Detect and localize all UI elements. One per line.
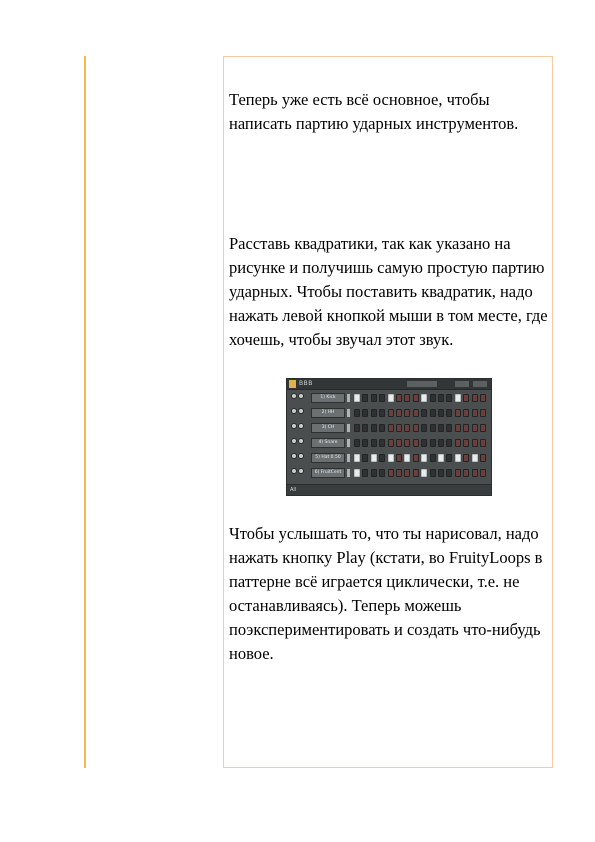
- step-button[interactable]: [404, 469, 410, 477]
- step-button[interactable]: [379, 409, 385, 417]
- step-button[interactable]: [421, 409, 427, 417]
- channel-row: [287, 467, 492, 481]
- step-button[interactable]: [379, 394, 385, 402]
- step-button[interactable]: [388, 424, 394, 432]
- step-button[interactable]: [379, 424, 385, 432]
- step-button[interactable]: [463, 469, 469, 477]
- step-button[interactable]: [388, 454, 394, 462]
- step-button[interactable]: [362, 409, 368, 417]
- step-button[interactable]: [404, 394, 410, 402]
- channel-button[interactable]: 5) Hat 0.50: [311, 453, 345, 463]
- step-button[interactable]: [354, 409, 360, 417]
- step-button[interactable]: [446, 424, 452, 432]
- paragraph-play: Чтобы услышать то, что ты нарисовал, надо нажать кнопку Play (кстати, во FruityLoops в паттерне всё играется циклически, т.е. не останавливаясь). Теперь можешь поэкспериментировать и создать что-нибудь новое.: [229, 524, 543, 663]
- channel-select-indicator[interactable]: [347, 394, 350, 402]
- step-button[interactable]: [354, 439, 360, 447]
- step-button[interactable]: [413, 394, 419, 402]
- step-button[interactable]: [463, 439, 469, 447]
- pan-knob-icon[interactable]: [291, 423, 297, 429]
- step-button[interactable]: [396, 439, 402, 447]
- step-button[interactable]: [472, 469, 478, 477]
- paragraph-instructions: Расставь квадратики, так как указано на рисунке и получишь самую простую партию ударных. Чтобы поставить квадратик, надо нажать левой кнопкой мыши в том месте, где хочешь, чтобы звучал этот звук.: [229, 234, 548, 349]
- step-button[interactable]: [371, 409, 377, 417]
- step-button[interactable]: [463, 409, 469, 417]
- step-button[interactable]: [396, 394, 402, 402]
- step-button[interactable]: [438, 409, 444, 417]
- channel-button[interactable]: 4) Snare: [311, 438, 345, 448]
- channel-row: [287, 437, 492, 451]
- step-button[interactable]: [413, 424, 419, 432]
- step-button[interactable]: [472, 424, 478, 432]
- step-button[interactable]: [396, 469, 402, 477]
- channel-button[interactable]: 3) CH: [311, 423, 345, 433]
- channel-button[interactable]: 6) FruitCent: [311, 468, 345, 478]
- step-button[interactable]: [463, 424, 469, 432]
- step-button[interactable]: [379, 454, 385, 462]
- step-button[interactable]: [354, 394, 360, 402]
- volume-knob-icon[interactable]: [298, 468, 304, 474]
- step-button[interactable]: [371, 394, 377, 402]
- step-button[interactable]: [472, 394, 478, 402]
- step-button[interactable]: [480, 439, 486, 447]
- step-button[interactable]: [379, 439, 385, 447]
- volume-knob-icon[interactable]: [298, 393, 304, 399]
- pan-knob-icon[interactable]: [291, 438, 297, 444]
- step-button[interactable]: [480, 454, 486, 462]
- sequencer-title: BBB: [299, 380, 313, 387]
- tempo-display: [473, 381, 487, 387]
- pan-knob-icon[interactable]: [291, 453, 297, 459]
- channel-button[interactable]: 2) HH: [311, 408, 345, 418]
- step-button[interactable]: [438, 454, 444, 462]
- step-button[interactable]: [455, 469, 461, 477]
- step-button[interactable]: [404, 409, 410, 417]
- step-button[interactable]: [430, 469, 436, 477]
- step-button[interactable]: [463, 454, 469, 462]
- channel-row: [287, 422, 492, 436]
- step-button[interactable]: [362, 454, 368, 462]
- step-button[interactable]: [371, 469, 377, 477]
- step-button[interactable]: [438, 424, 444, 432]
- channel-select-indicator[interactable]: [347, 439, 350, 447]
- step-button[interactable]: [362, 394, 368, 402]
- step-button[interactable]: [354, 454, 360, 462]
- step-button[interactable]: [354, 469, 360, 477]
- step-button[interactable]: [421, 439, 427, 447]
- step-button[interactable]: [388, 394, 394, 402]
- step-button[interactable]: [404, 424, 410, 432]
- volume-knob-icon[interactable]: [298, 438, 304, 444]
- step-button[interactable]: [362, 424, 368, 432]
- step-button[interactable]: [371, 424, 377, 432]
- step-button[interactable]: [446, 454, 452, 462]
- step-button[interactable]: [446, 394, 452, 402]
- step-button[interactable]: [371, 439, 377, 447]
- step-button[interactable]: [430, 439, 436, 447]
- step-button[interactable]: [446, 409, 452, 417]
- paragraph-intro: Теперь уже есть всё основное, чтобы написать партию ударных инструментов.: [229, 90, 519, 133]
- channel-row: [287, 392, 492, 406]
- step-button[interactable]: [430, 454, 436, 462]
- step-button[interactable]: [413, 439, 419, 447]
- step-button[interactable]: [421, 454, 427, 462]
- step-button[interactable]: [472, 439, 478, 447]
- swing-display: [455, 381, 469, 387]
- step-button[interactable]: [455, 454, 461, 462]
- step-button[interactable]: [430, 394, 436, 402]
- channel-filter-label: All: [290, 487, 297, 493]
- step-button[interactable]: [396, 409, 402, 417]
- step-button[interactable]: [404, 439, 410, 447]
- step-button[interactable]: [354, 424, 360, 432]
- step-button[interactable]: [455, 439, 461, 447]
- step-button[interactable]: [455, 394, 461, 402]
- step-button[interactable]: [463, 394, 469, 402]
- step-button[interactable]: [472, 454, 478, 462]
- step-button[interactable]: [371, 454, 377, 462]
- step-button[interactable]: [413, 454, 419, 462]
- channel-select-indicator[interactable]: [347, 424, 350, 432]
- step-button[interactable]: [430, 409, 436, 417]
- volume-knob-icon[interactable]: [298, 453, 304, 459]
- step-button[interactable]: [480, 469, 486, 477]
- step-button[interactable]: [388, 469, 394, 477]
- channel-select-indicator[interactable]: [347, 469, 350, 477]
- left-margin-rule: [84, 56, 86, 768]
- sequencer-title-bar: [287, 379, 491, 390]
- channel-row: [287, 407, 492, 421]
- step-button[interactable]: [480, 394, 486, 402]
- step-button[interactable]: [396, 454, 402, 462]
- step-button[interactable]: [438, 439, 444, 447]
- step-button[interactable]: [430, 424, 436, 432]
- step-button[interactable]: [480, 424, 486, 432]
- step-button[interactable]: [413, 409, 419, 417]
- channel-select-indicator[interactable]: [347, 409, 350, 417]
- step-button[interactable]: [421, 469, 427, 477]
- step-button[interactable]: [362, 469, 368, 477]
- step-sequencer-screenshot: [286, 378, 492, 496]
- step-button[interactable]: [480, 409, 486, 417]
- channel-row: [287, 452, 492, 466]
- step-button[interactable]: [421, 424, 427, 432]
- step-button[interactable]: [446, 469, 452, 477]
- step-button[interactable]: [404, 454, 410, 462]
- pattern-display: [407, 381, 437, 387]
- step-button[interactable]: [438, 469, 444, 477]
- step-button[interactable]: [421, 394, 427, 402]
- sequencer-footer: [287, 484, 491, 495]
- channel-button[interactable]: 1) Kick: [311, 393, 345, 403]
- fruity-logo-icon: [289, 380, 296, 388]
- volume-knob-icon[interactable]: [298, 423, 304, 429]
- volume-knob-icon[interactable]: [298, 408, 304, 414]
- step-button[interactable]: [396, 424, 402, 432]
- step-button[interactable]: [388, 409, 394, 417]
- step-button[interactable]: [455, 424, 461, 432]
- pan-knob-icon[interactable]: [291, 393, 297, 399]
- step-button[interactable]: [388, 439, 394, 447]
- step-button[interactable]: [438, 394, 444, 402]
- step-button[interactable]: [455, 409, 461, 417]
- step-button[interactable]: [472, 409, 478, 417]
- channel-select-indicator[interactable]: [347, 454, 350, 462]
- pan-knob-icon[interactable]: [291, 468, 297, 474]
- step-button[interactable]: [413, 469, 419, 477]
- step-button[interactable]: [362, 439, 368, 447]
- step-button[interactable]: [446, 439, 452, 447]
- pan-knob-icon[interactable]: [291, 408, 297, 414]
- step-button[interactable]: [379, 469, 385, 477]
